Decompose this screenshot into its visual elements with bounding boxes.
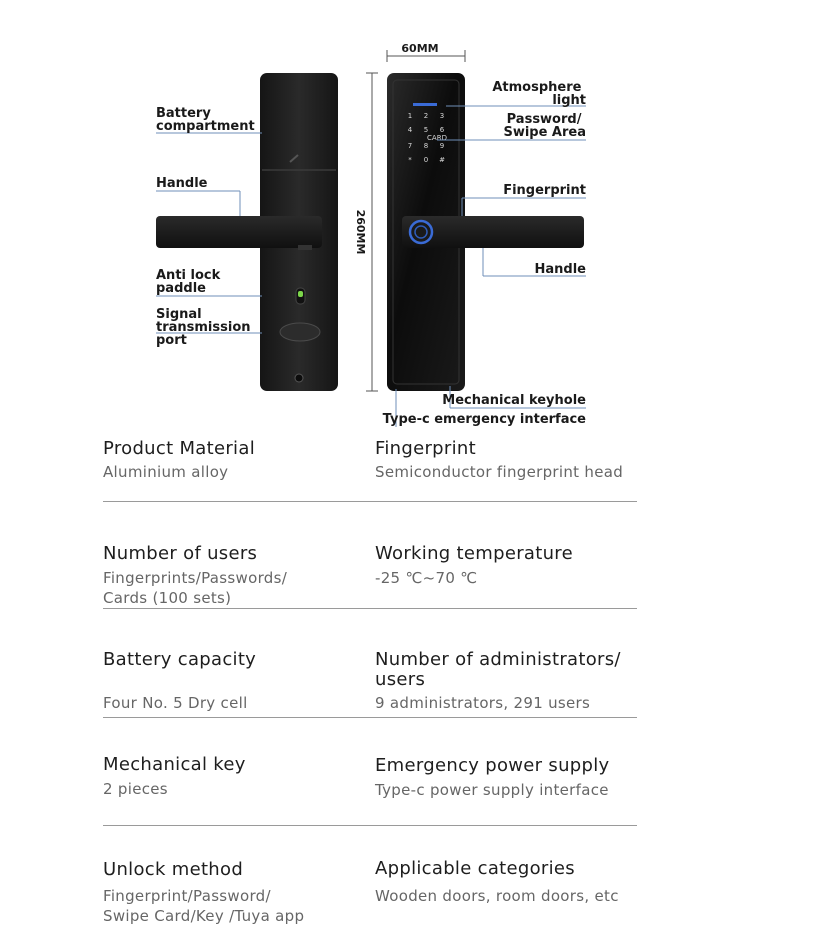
svg-text:60MM: 60MM (401, 42, 439, 55)
keypad-key: 9 (439, 142, 445, 150)
spec-value: Aluminium alloy (103, 463, 229, 481)
spec-fingerprint (375, 439, 645, 482)
card-label: CARD (427, 134, 447, 142)
spec-value: Four No. 5 Dry cell (103, 694, 248, 712)
atmosphere-light (413, 103, 437, 106)
divider (103, 608, 637, 609)
keypad-key: * (408, 156, 412, 164)
keypad-key: 5 (423, 126, 429, 134)
keypad-key: 8 (423, 142, 429, 150)
anti-lock-paddle-label: Anti lock paddle (156, 268, 221, 296)
spec-title: Number of users (103, 543, 258, 564)
keypad-key: 1 (407, 112, 413, 120)
spec-number-of-administrators (375, 650, 655, 713)
keypad-key: 6 (439, 126, 445, 134)
rear-handle-label: Handle (156, 176, 208, 191)
spec-number-of-users (103, 544, 353, 608)
keyhole-label: Mechanical keyhole (442, 393, 586, 408)
fingerprint-label: Fingerprint (503, 183, 586, 198)
spec-product-material (103, 439, 353, 482)
leader-lines (156, 106, 586, 427)
spec-value: -25 ℃~70 ℃ (375, 569, 478, 587)
width-dimension (387, 42, 465, 62)
spec-mechanical-key (103, 755, 353, 799)
spec-title: Unlock method (103, 859, 244, 880)
spec-emergency-power-supply (375, 756, 645, 800)
spec-unlock-method (103, 860, 353, 926)
spec-title: Mechanical key (103, 754, 246, 775)
battery-compartment-label: Battery compartment (156, 106, 255, 134)
keypad-key: 4 (407, 126, 413, 134)
spec-value: 9 administrators, 291 users (375, 694, 591, 712)
smart-lock-diagram (0, 0, 820, 430)
keypad-key: 0 (423, 156, 429, 164)
spec-title: Battery capacity (103, 649, 257, 670)
spec-value: Wooden doors, room doors, etc (375, 887, 619, 905)
password-area-label: Password/ Swipe Area (503, 112, 586, 140)
signal-port (280, 323, 320, 341)
keypad-key: 3 (439, 112, 445, 120)
fingerprint-sensor (410, 221, 432, 243)
divider (103, 501, 637, 502)
spec-applicable-categories (375, 859, 645, 906)
spec-value: Fingerprint/Password/ Swipe Card/Key /Tuya app (103, 887, 305, 925)
height-dimension (354, 73, 378, 391)
keypad-key: 2 (423, 112, 429, 120)
front-handle-label: Handle (534, 262, 586, 277)
spec-title: Emergency power supply (375, 755, 610, 776)
spec-title: Fingerprint (375, 438, 476, 459)
divider (103, 717, 637, 718)
keypad-key: 7 (407, 142, 413, 150)
signal-port-label: Signal transmission port (156, 307, 251, 348)
spec-value: Semiconductor fingerprint head (375, 463, 624, 481)
spec-value: Fingerprints/Passwords/ Cards (100 sets) (103, 569, 288, 607)
atmosphere-light-label: Atmosphere light (492, 80, 586, 108)
divider (103, 825, 637, 826)
anti-lock-indicator (298, 291, 303, 297)
svg-text:260MM: 260MM (354, 209, 367, 255)
spec-battery-capacity (103, 650, 353, 713)
spec-value: 2 pieces (103, 780, 168, 798)
keypad-key: # (439, 156, 445, 164)
spec-title: Number of administrators/ users (375, 649, 621, 690)
spec-title: Applicable categories (375, 858, 575, 879)
spec-title: Working temperature (375, 543, 573, 564)
rear-handle (156, 216, 322, 248)
typec-interface-label: Type-c emergency interface (382, 412, 586, 427)
spec-working-temperature (375, 544, 645, 588)
spec-title: Product Material (103, 438, 255, 459)
spec-value: Type-c power supply interface (375, 781, 609, 799)
